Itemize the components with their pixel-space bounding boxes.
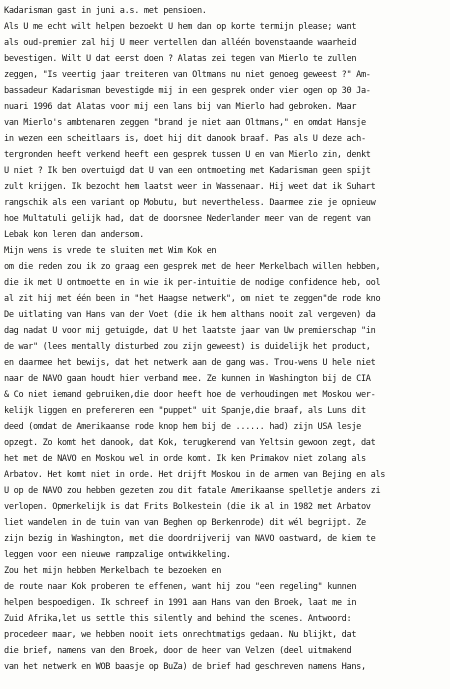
text-line: naar de NAVO gaan houdt hier verband mee. Ze kunnen in Washington bij de CIA xyxy=(4,374,371,384)
text-line: tergronden heeft verkend heeft een gesprek tussen U en van Mierlo zin, denkt xyxy=(4,150,371,160)
text-line: en daarmee het bewijs, dat het netwerk aan de gang was. Trou-wens U hele niet xyxy=(4,358,376,368)
text-line: opzegt. Zo komt het danook, dat Kok, terugkerend van Yeltsin gewoon zegt, dat xyxy=(4,438,376,448)
text-line: als oud-premier zal hij U meer vertellen dan alléén bovenstaande waarheid xyxy=(4,38,357,48)
text-line: U op de NAVO zou hebben gezeten zou dit fatale Amerikaanse spelletje anders zi xyxy=(4,486,381,496)
text-line: helpen bespoedigen. Ik schreef in 1991 aan Hans van den Broek, laat me in xyxy=(4,598,357,608)
text-line: die ik met U ontmoette en in wie ik per-intuitie de nodige confidence heb, ool xyxy=(4,278,381,288)
text-line: zult krijgen. Ik bezocht hem laatst weer in Wassenaar. Hij weet dat ik Suhart xyxy=(4,182,376,192)
text-line: Kadarisman gast in juni a.s. met pensioen. xyxy=(4,6,207,16)
text-line: van Mierlo's ambtenaren zeggen "brand je niet aan Oltmans," en omdat Hansje xyxy=(4,118,366,128)
text-line: van het netwerk en WOB baasje op BuZa) de brief had geschreven namens Hans, xyxy=(4,662,366,672)
text-line: Zou het mijn hebben Merkelbach te bezoeken en xyxy=(4,566,222,576)
text-line: zeggen, "Is veertig jaar treiteren van Oltmans nu niet genoeg geweest ?" Am- xyxy=(4,70,371,80)
text-line: bassadeur Kadarisman bevestigde mij in een gesprek onder vier ogen op 30 Ja- xyxy=(4,86,371,96)
text-line: U niet ? Ik ben overtuigd dat U van een ontmoeting met Kadarisman geen spijt xyxy=(4,166,371,176)
text-line: Zuid Afrika,let us settle this silently and behind the scenes. Antwoord: xyxy=(4,614,352,624)
text-line: procedeer maar, we hebben nooit iets onrechtmatigs gedaan. Nu blijkt, dat xyxy=(4,630,357,640)
text-line: het met de NAVO en Moskou wel in orde komt. Ik ken Primakov niet zolang als xyxy=(4,454,366,464)
text-line: & Co niet iemand gebruiken,die door heeft hoe de verhoudingen met Moskou wer- xyxy=(4,390,376,400)
text-line: bevestigen. Wilt U dat eerst doen ? Alatas zei tegen van Mierlo te zullen xyxy=(4,54,357,64)
text-line: om die reden zou ik zo graag een gesprek met de heer Merkelbach willen hebben, xyxy=(4,262,381,272)
text-line: Als U me echt wilt helpen bezoekt U hem dan op korte termijn please; want xyxy=(4,22,357,32)
text-line: deed (omdat de Amerikaanse rode knop hem bij de ...... had) zijn USA lesje xyxy=(4,422,361,432)
text-line: nuari 1996 dat Alatas voor mij een lans bij van Mierlo had gebroken. Maar xyxy=(4,102,357,112)
text-line: zijn bezig in Washington, met die doordrijverij van NAVO oastward, de kiem te xyxy=(4,534,376,544)
text-line: kelijk liggen en prefereren een "puppet" uit Spanje,die braaf, als Luns dit xyxy=(4,406,366,416)
text-line: al zit hij met één been in "het Haagse netwerk", om niet te zeggen"de rode kno xyxy=(4,294,381,304)
text-line: liet wandelen in de tuin van van Beghen op Berkenrode) dit wél begrijpt. Ze xyxy=(4,518,366,528)
text-line: leggen voor een nieuwe rampzalige ontwikkeling. xyxy=(4,550,231,560)
text-line: rangschik als een variant op Mobutu, but nevertheless. Daarmee zie je opnieuw xyxy=(4,198,376,208)
text-line: die brief, namens van den Broek, door de heer van Velzen (deel uitmakend xyxy=(4,646,352,656)
text-line: hoe Multatuli gelijk had, dat de doorsnee Nederlander meer van de regent van xyxy=(4,214,371,224)
text-line: Lebak kon leren dan andersom. xyxy=(4,230,144,240)
text-line: dag nadat U voor mij getuigde, dat U het laatste jaar van Uw premierschap "in xyxy=(4,326,376,336)
text-line: de war" (lees mentally disturbed zou zijn geweest) is duidelijk het product, xyxy=(4,342,371,352)
text-line: Mijn wens is vrede te sluiten met Wim Kok en xyxy=(4,246,217,256)
text-line: verlopen. Opmerkelijk is dat Frits Bolkestein (die ik al in 1982 met Arbatov xyxy=(4,502,371,512)
text-line: De uitlating van Hans van der Voet (die ik hem althans nooit zal vergeven) da xyxy=(4,310,376,320)
text-line: in wezen een scheitlaars is, doet hij dit danook braaf. Pas als U deze ach- xyxy=(4,134,366,144)
text-line: de route naar Kok proberen te effenen, want hij zou "een regeling" kunnen xyxy=(4,582,357,592)
text-line: Arbatov. Het komt niet in orde. Het drijft Moskou in de armen van Bejing en als xyxy=(4,470,386,480)
